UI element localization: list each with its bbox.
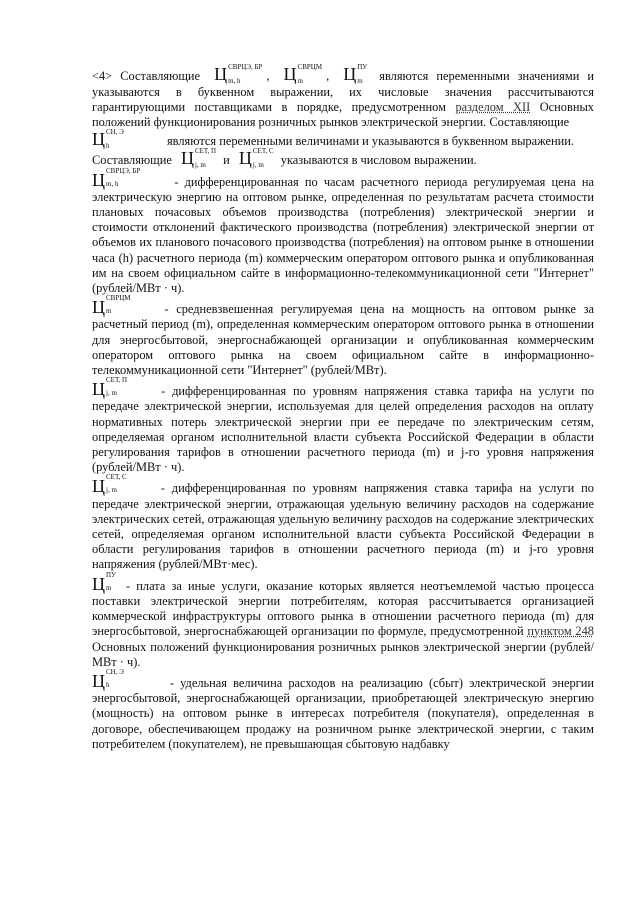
- definition-text: - плата за иные услуги, оказание которых является неотъемлемой частью процесса поставки электрической энергии потребителям, которая рассчитывается организацией коммерческой инфраструктуры оптового рынка в отношении расчетного периода (m) для энергосбытовой, энергоснабжающей организации по формуле, предусмотренной: [92, 578, 594, 639]
- note-text-5: указываются в числовом выражении.: [280, 152, 477, 167]
- note-marker: <4>: [92, 69, 113, 83]
- note-paragraph: <4> Составляющие Ц СВРЦЭ, БР m, h , Ц СВРЦМ m , Ц ПУ m являются переменными значениями и указываются в буквенном выражении, их числовые значения рассчитываются гарантирующими поставщиками в порядке, предусмотренном разделом XII Основных положений функционирования розничных рынков электрической энергии. Составляющие Ц СН, Э h являются переменными величинами и указываются в буквенном выражении. Составляющие Ц СЕТ, П j, m и Ц СЕТ, С j, m указываются в числовом выражении.: [92, 63, 594, 169]
- definition-set-s: [92, 473, 594, 572]
- definition-text-2: Основных положений функционирования розничных рынков электрической энергии (рублей/МВт · ч).: [92, 639, 594, 669]
- definition-text: - дифференцированная по часам расчетного периода регулируемая цена на электрическую энергию на оптовом рынке, определенная по результатам расчета стоимости плановых почасовых объемов производства (потребления) электрической энергии и стоимости отклонений фактического производства (потребления) электрической энергии от объемов их планового почасового производства (потребления) на оптовом рынке в отношении часа (h) расчетного периода (m) коммерческим оператором оптового рынка и опубликованная им на своем официальном сайте в информационно-телекоммуникационной сети "Интернет" (рублей/МВт · ч).: [92, 174, 594, 296]
- definition-text: - дифференцированная по уровням напряжения ставка тарифа на услуги по передаче электрической энергии, отражающая удельную величину расходов на содержание электрических сетей, отражающая удельную величину расходов на содержание электрических сетей, определяемая органом исполнительной власти субъекта Российской Федерации в области регулирования тарифов в отношении расчетного периода (m) и j-го уровня напряжения (рублей/МВт·мес).: [92, 481, 594, 572]
- definition-sn-e: [92, 667, 594, 752]
- symbol-c-svrtsm: Ц СВРЦМ m: [283, 63, 323, 85]
- note-text-3: являются переменными величинами и указываются в буквенном выражении.: [166, 133, 574, 148]
- definition-svrtse-br: [92, 166, 594, 297]
- definition-pu: [92, 570, 594, 670]
- link-section-xii[interactable]: разделом XII: [455, 100, 531, 115]
- definition-svrtsm: [92, 294, 594, 378]
- definition-set-p: [92, 376, 594, 475]
- symbol-c-pu: Ц ПУ m: [343, 63, 368, 85]
- symbol-c-sn-e: Ц СН, Э h: [92, 127, 124, 150]
- note-text-2: Основных положений функционирования розничных рынков электрической энергии. Составляющие: [92, 100, 594, 130]
- note-text-1: являются переменными значениями и указываются в буквенном выражении, их числовые значения рассчитываются гарантирующими поставщиками в порядке, предусмотренном: [92, 69, 594, 115]
- definition-text: - удельная величина расходов на реализацию (сбыт) электрической энергии энергосбытовой, энергоснабжающей организации, приобретающей электрическую энергию (мощность) на оптовом рынке в интересах потребителя (покупателя), определенная в договоре, обеспечивающем продажу на розничном рынке электрической энергии, с таким потребителем (покупателем), не превышающая сбытовую надбавку: [92, 675, 594, 751]
- definition-text: - дифференцированная по уровням напряжения ставка тарифа на услуги по передаче электрической энергии, используемая для целей определения расходов на оплату нормативных потерь электрической энергии при ее передаче по электрическим сетям, определяемая органом исполнительной власти субъекта Российской Федерации в области регулирования тарифов в отношении расчетного периода (m) и j-го уровня напряжения (рублей/МВт · ч).: [92, 384, 594, 475]
- link-point-248[interactable]: пунктом 248: [527, 624, 594, 639]
- term-symbol: Ц СЕТ, П j, m: [92, 376, 128, 400]
- term-symbol: Ц СН, Э h: [92, 667, 124, 691]
- symbol-c-svrtse-br: Ц СВРЦЭ, БР m, h: [214, 63, 263, 85]
- definition-text: - средневзвешенная регулируемая цена на мощность на оптовом рынке за расчетный период (m), определенная коммерческим оператором оптового рынка в отношении для энергосбытовой, энергоснабжающей организации и опубликованная коммерческим оператором оптового рынка на своем официальном сайте в информационно-телекоммуникационной сети "Интернет" (рублей/МВт).: [92, 302, 594, 378]
- term-symbol: Ц СЕТ, С j, m: [92, 473, 127, 497]
- term-symbol: Ц ПУ m: [92, 570, 117, 594]
- symbol-c-set-s: Ц СЕТ, С j, m: [238, 146, 274, 169]
- note-intro-word: Составляющие: [120, 69, 201, 83]
- term-symbol: Ц СВРЦМ m: [92, 294, 131, 318]
- symbol-c-set-p: Ц СЕТ, П j, m: [180, 146, 217, 169]
- term-symbol: Ц СВРЦЭ, БР m, h: [92, 166, 141, 190]
- note-text-4: Составляющие: [92, 152, 172, 167]
